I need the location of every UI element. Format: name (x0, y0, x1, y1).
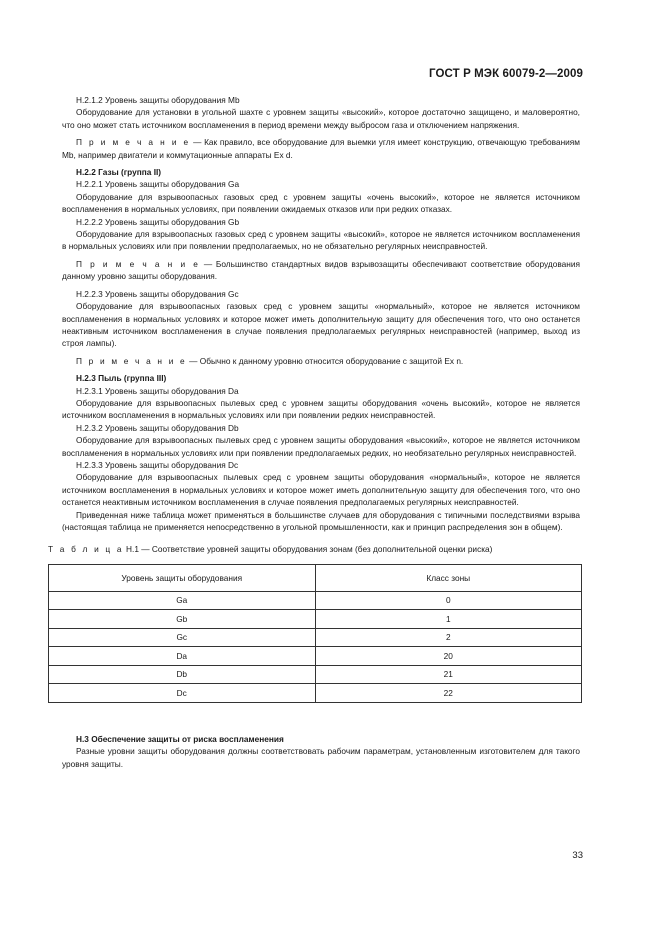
note (62, 136, 580, 161)
subsection-heading: Н.2.2.2 Уровень защиты оборудования Gb (76, 216, 240, 227)
table-cell-zone: 20 (315, 647, 582, 666)
table-row (49, 665, 582, 684)
table-cell-zone: 0 (315, 591, 582, 610)
subsection-heading: Н.2.3.1 Уровень защиты оборудования Da (76, 385, 239, 396)
column-header-zone: Класс зоны (315, 564, 582, 591)
table-caption (48, 543, 580, 555)
table-label: Т а б л и ц а (48, 544, 124, 555)
subsection-heading: Н.2.2.3 Уровень защиты оборудования Gc (76, 288, 239, 299)
table-row (49, 628, 582, 647)
subsection-heading: Н.2.1.2 Уровень защиты оборудования Mb (76, 95, 240, 105)
paragraph: Приведенная ниже таблица может применяться в большинстве случаев для оборудования с типичными последствиями взрыва (настоящая таблица не применяется непосредственно в угольной промышленности, как и принцип распределения зон в общем). (62, 509, 580, 532)
zone-table (48, 564, 582, 703)
paragraph: Оборудование для взрывоопасных пылевых сред с уровнем защиты оборудования «нормальный», которое не является источником воспламенения в нормальных условиях и которое может иметь дополнительную защиту для обеспечения того, что оно останется неактивным источником воспламенения в случае появления предполагаемых регулярных неисправностей. (62, 472, 580, 508)
paragraph: Оборудование для установки в угольной шахте с уровнем защиты «высокий», которое достаточно защищено, и маловероятно, что оно может стать источником воспламенения в период времени между выбросом газа и отключением напряжения. (62, 107, 580, 130)
section-heading: Н.2.2 Газы (группа II) (76, 167, 162, 178)
subsection-heading: Н.2.3.3 Уровень защиты оборудования Dc (76, 459, 239, 470)
note (62, 258, 580, 283)
document-header: ГОСТ Р МЭК 60079-2—2009 (429, 68, 583, 80)
table-row (49, 610, 582, 629)
paragraph: Оборудование для взрывоопасных газовых сред с уровнем защиты «нормальный», которое не является источником воспламенения в нормальных условиях и которое может иметь дополнительную защиту для обеспечения того, что оно останется неактивным источником воспламенения в случае появления предполагаемых регулярных неисправностей (например, выход из строя лампы). (62, 301, 580, 349)
column-header-epl: Уровень защиты оборудования (49, 564, 316, 591)
subsection-heading: Н.2.2.1 Уровень защиты оборудования Ga (76, 179, 240, 190)
table-cell-zone: 21 (315, 665, 582, 684)
paragraph: Оборудование для взрывоопасных пылевых сред с уровнем защиты оборудования «высокий», которое не является источником воспламенения в нормальных условиях или при появлении предполагаемых редких, но необязательно регулярных неисправностей. (62, 435, 580, 458)
paragraph: Оборудование для взрывоопасных газовых сред с уровнем защиты «высокий», которое не является источником воспламенения в нормальных условиях или при появлении предполагаемых, но не обязательно регулярных неисправностей. (62, 229, 580, 252)
table-cell-epl: Ga (49, 591, 316, 610)
table-row (49, 684, 582, 703)
subsection-heading: Н.2.3.2 Уровень защиты оборудования Db (76, 422, 239, 433)
table-row (49, 647, 582, 666)
note-label: П р и м е ч а н и е (76, 355, 187, 366)
note-text: — Большинство стандартных видов взрывозащиты обеспечивают соответствие оборудования данному уровню защиты оборудования. (62, 258, 580, 282)
note-text: — Как правило, все оборудование для выемки угля имеет конструкцию, отвечающую требованиям Mb, например двигатели и коммутационные аппараты Ex d. (62, 137, 580, 160)
page-number: 33 (572, 850, 583, 861)
note-text: — Обычно к данному уровню относится оборудование с защитой Ex n. (186, 355, 464, 366)
paragraph: Оборудование для взрывоопасных пылевых сред с уровнем защиты оборудования «очень высокий», которое не является источником воспламенения в нормальных условиях или при появлении редких неисправностей. (62, 397, 580, 421)
table-cell-epl: Gb (49, 610, 316, 629)
table-cell-zone: 1 (315, 610, 582, 629)
table-cell-epl: Gc (49, 628, 316, 647)
paragraph: Оборудование для взрывоопасных газовых сред с уровнем защиты «очень высокий», которое не является источником воспламенения в нормальных условиях, при появлении ожидаемых отказов или при редких отказах. (62, 191, 580, 215)
note-label: П р и м е ч а н и е (76, 258, 201, 269)
table-caption-text: Н.1 — Соответствие уровней защиты оборудования зонам (без дополнительной оценки риска) (123, 544, 493, 555)
table-row (49, 591, 582, 610)
table-cell-zone: 2 (315, 628, 582, 647)
section-heading: Н.2.3 Пыль (группа III) (76, 373, 167, 384)
note (62, 355, 580, 367)
page-content (48, 94, 580, 770)
table-cell-epl: Dc (49, 684, 316, 703)
table-cell-epl: Da (49, 647, 316, 666)
table-header-row (49, 564, 582, 591)
section-heading: Н.3 Обеспечение защиты от риска воспламенения (76, 733, 284, 744)
table-cell-zone: 22 (315, 684, 582, 703)
paragraph: Разные уровни защиты оборудования должны соответствовать рабочим параметрам, установленным изготовителем для такого уровня защиты. (62, 746, 580, 769)
table-cell-epl: Db (49, 665, 316, 684)
note-label: П р и м е ч а н и е (76, 137, 191, 148)
